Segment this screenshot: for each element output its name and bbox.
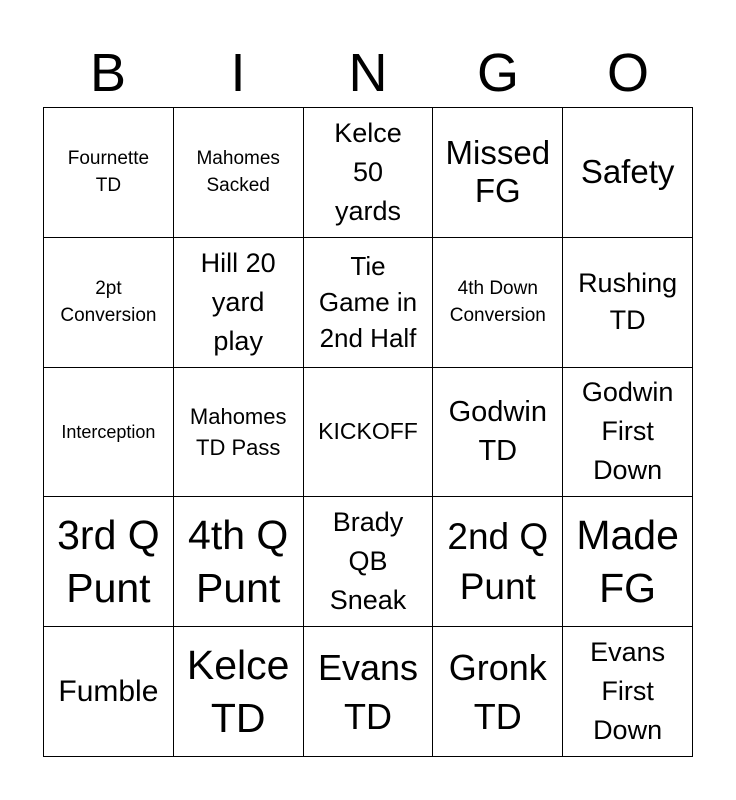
cell-text-line: Gronk [448, 646, 547, 688]
cell-text-line: Interception [61, 421, 156, 442]
bingo-cell-r3c1[interactable] [44, 368, 174, 498]
cell-text-line: 2nd Half [319, 323, 417, 354]
cell-text-line: Down [593, 455, 663, 486]
bingo-cell-r1c4[interactable] [433, 108, 563, 238]
bingo-cell-r4c3[interactable] [304, 497, 434, 627]
cell-text-line: TD [95, 175, 122, 197]
header-letter-g: G [476, 43, 519, 103]
bingo-cell-r1c1[interactable] [44, 108, 174, 238]
cell-text-line: 4th Down [457, 278, 538, 300]
bingo-cell-r4c5[interactable] [563, 497, 693, 627]
bingo-cell-r5c1[interactable] [44, 627, 174, 757]
bingo-cell-r1c3[interactable] [304, 108, 434, 238]
cell-text-line: play [213, 325, 263, 356]
cell-text-line: Tie [350, 251, 386, 282]
bingo-cell-r2c4[interactable] [433, 238, 563, 368]
header-letter-o: O [606, 43, 649, 103]
cell-text-line: KICKOFF [318, 418, 418, 445]
bingo-cell-r5c3[interactable] [304, 627, 434, 757]
cell-text-line: Sacked [206, 175, 270, 197]
cell-text-line: TD [609, 305, 646, 336]
cell-text-line: Evans [317, 646, 419, 688]
cell-text-line: TD [478, 434, 518, 467]
cell-text-line: yard [211, 286, 265, 317]
cell-text-line: Fumble [58, 675, 159, 709]
cell-text-line: FG [599, 564, 657, 611]
cell-text-line: Missed [445, 134, 551, 172]
cell-text-line: 2pt [95, 278, 122, 300]
bingo-board [43, 107, 693, 757]
cell-text-line: Mahomes [189, 403, 287, 429]
cell-text-line: Godwin [448, 395, 547, 428]
cell-text-line: 3rd Q [57, 511, 160, 558]
cell-text-line: Punt [196, 564, 281, 611]
cell-text-line: TD Pass [196, 434, 281, 460]
cell-text-line: 4th Q [188, 511, 289, 558]
cell-text-line: Punt [459, 565, 536, 607]
bingo-cell-r2c1[interactable] [44, 238, 174, 368]
bingo-cell-r3c5[interactable] [563, 368, 693, 498]
cell-text-line: QB [348, 546, 388, 577]
bingo-cell-r5c4[interactable] [433, 627, 563, 757]
bingo-cell-r2c5[interactable] [563, 238, 693, 368]
cell-text-line: Fournette [67, 148, 150, 170]
cell-text-line: 50 [352, 156, 384, 187]
cell-text-line: Kelce [186, 641, 290, 688]
header-letter-b: B [89, 43, 127, 103]
cell-text-line: Sneak [329, 585, 407, 616]
bingo-cell-r4c1[interactable] [44, 497, 174, 627]
cell-text-line: Mahomes [196, 148, 280, 170]
cell-text-line: First [601, 676, 654, 707]
cell-text-line: yards [334, 195, 401, 226]
cell-text-line: TD [343, 695, 392, 737]
bingo-cell-r1c5[interactable] [563, 108, 693, 238]
cell-text-line: Hill 20 [200, 247, 276, 278]
cell-text-line: Brady [332, 507, 404, 538]
cell-text-line: Godwin [581, 377, 674, 408]
bingo-cell-r5c5[interactable] [563, 627, 693, 757]
cell-text-line: FG [474, 172, 521, 210]
bingo-cell-r1c2[interactable] [174, 108, 304, 238]
cell-text-line: First [601, 416, 654, 447]
cell-text-line: 2nd Q [447, 515, 549, 557]
cell-text-line: Made [576, 511, 679, 558]
cell-text-line: Down [593, 715, 663, 746]
cell-text-line: TD [473, 695, 522, 737]
cell-text-line: TD [210, 694, 266, 741]
bingo-cell-r3c2[interactable] [174, 368, 304, 498]
header-letter-n: N [348, 43, 388, 103]
bingo-cell-r3c4[interactable] [433, 368, 563, 498]
bingo-cell-r2c2[interactable] [174, 238, 304, 368]
cell-text-line: Game in [318, 287, 418, 318]
bingo-cell-r5c2[interactable] [174, 627, 304, 757]
cell-text-line: Conversion [449, 305, 546, 327]
bingo-cell-r4c4[interactable] [433, 497, 563, 627]
cell-text-line: Conversion [60, 305, 157, 327]
cell-text-line: Punt [66, 564, 151, 611]
cell-text-line: Rushing [578, 268, 678, 299]
cell-text-line: Evans [590, 637, 666, 668]
bingo-cell-r2c3[interactable] [304, 238, 434, 368]
bingo-cell-r4c2[interactable] [174, 497, 304, 627]
cell-text-line: Safety [580, 153, 675, 191]
bingo-cell-r3c3[interactable] [304, 368, 434, 498]
header-letter-i: I [230, 43, 246, 103]
bingo-header [43, 40, 693, 106]
cell-text-line: Kelce [334, 117, 402, 148]
